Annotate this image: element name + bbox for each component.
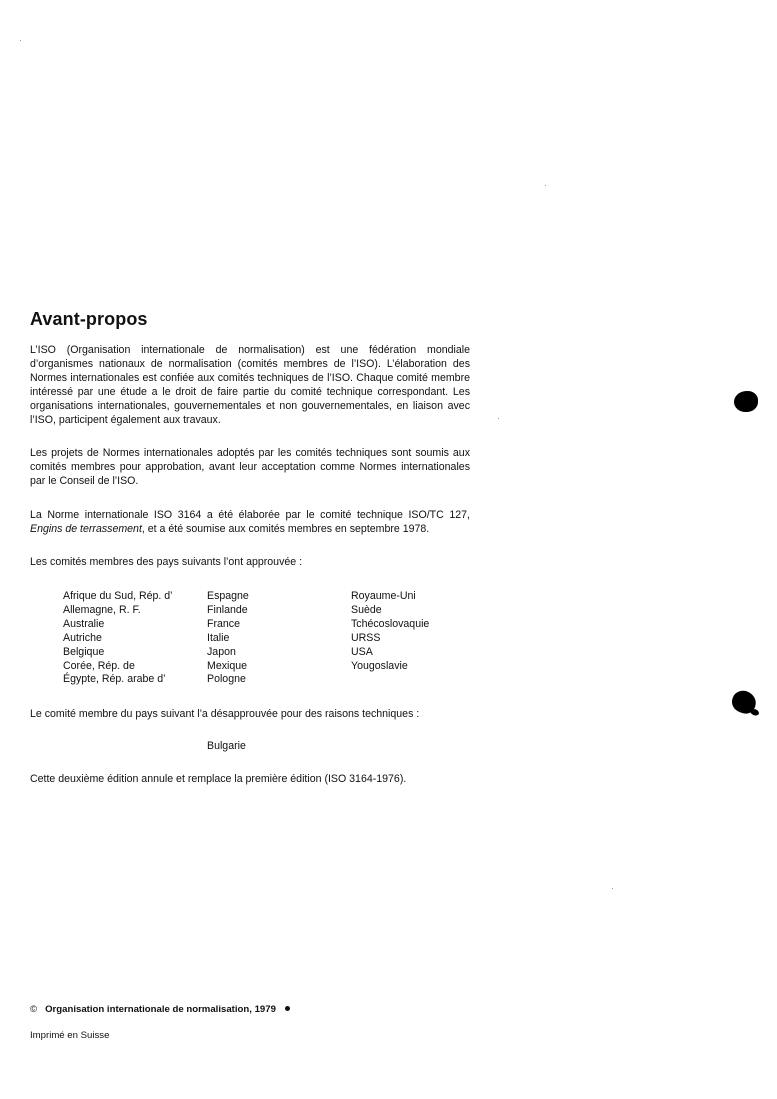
origin-text-a: La Norme internationale ISO 3164 a été élaborée par le comité technique ISO/TC 127, [30, 509, 470, 521]
paragraph-edition-note: Cette deuxième édition annule et remplace la première édition (ISO 3164-1976). [30, 773, 407, 785]
country-item: France [207, 617, 240, 630]
approving-countries-col1 [63, 590, 173, 687]
approving-countries-col2 [207, 590, 249, 687]
country-item: Allemagne, R. F. [63, 603, 141, 616]
country-item: Japon [207, 645, 236, 658]
paragraph-approved-by: Les comités membres des pays suivants l’ont approuvée : [30, 556, 303, 568]
country-item: Italie [207, 631, 230, 644]
country-item: Belgique [63, 645, 105, 658]
country-item: Finlande [207, 603, 248, 616]
country-item: Espagne [207, 590, 249, 602]
punch-hole-mark [729, 688, 759, 717]
scan-speck [545, 185, 546, 186]
punch-hole-mark [734, 391, 758, 412]
paragraph-standard-origin [30, 509, 470, 537]
country-item: URSS [351, 631, 381, 644]
scan-speck [612, 888, 613, 889]
origin-text-b: , et a été soumise aux comités membres en septembre 1978. [141, 522, 430, 535]
scan-speck [498, 418, 499, 419]
bullet-icon [285, 1006, 290, 1011]
imprint-line: Imprimé en Suisse [30, 1030, 110, 1041]
disapproving-country: Bulgarie [207, 740, 246, 752]
paragraph-draft-standards: Les projets de Normes internationales adoptés par les comités techniques sont soumis aux comités membres pour approbation, avant leur acceptation comme Normes internationales par le Conseil de l’ISO. [30, 447, 470, 487]
country-item: Australie [63, 617, 105, 630]
country-item: Mexique [207, 659, 248, 672]
country-item: Suède [351, 603, 382, 616]
committee-name: Engins de terrassement [30, 522, 142, 535]
country-item: Tchécoslovaquie [351, 617, 430, 630]
country-item: Royaume-Uni [351, 590, 416, 602]
paragraph-disapproved-by: Le comité membre du pays suivant l’a désapprouvée pour des raisons techniques : [30, 708, 420, 720]
country-item: Pologne [207, 673, 246, 686]
copyright-text: Organisation internationale de normalisation, 1979 [45, 1004, 276, 1015]
copyright-line [30, 1004, 290, 1016]
paragraph-iso-intro: L’ISO (Organisation internationale de normalisation) est une fédération mondiale d’organismes nationaux de normalisation (comités membres de l’ISO). L’élaboration des Normes internationales est confiée aux comités techniques de l’ISO. Chaque comité membre intéressé par une étude a le droit de faire partie du comité technique correspondant. Les organisations internationales, gouvernementales et non gouvernementales, en liaison avec l’ISO, participent également aux travaux. [30, 344, 470, 426]
page-title: Avant-propos [30, 309, 148, 329]
approving-countries-col3 [351, 590, 429, 673]
country-item: USA [351, 645, 373, 658]
country-item: Corée, Rép. de [63, 659, 135, 672]
scan-speck [20, 40, 21, 41]
copyright-icon: © [30, 1004, 38, 1015]
country-item: Égypte, Rép. arabe d’ [63, 673, 166, 686]
country-item: Yougoslavie [351, 659, 408, 672]
country-item: Autriche [63, 631, 102, 644]
country-item: Afrique du Sud, Rép. d’ [63, 590, 173, 602]
